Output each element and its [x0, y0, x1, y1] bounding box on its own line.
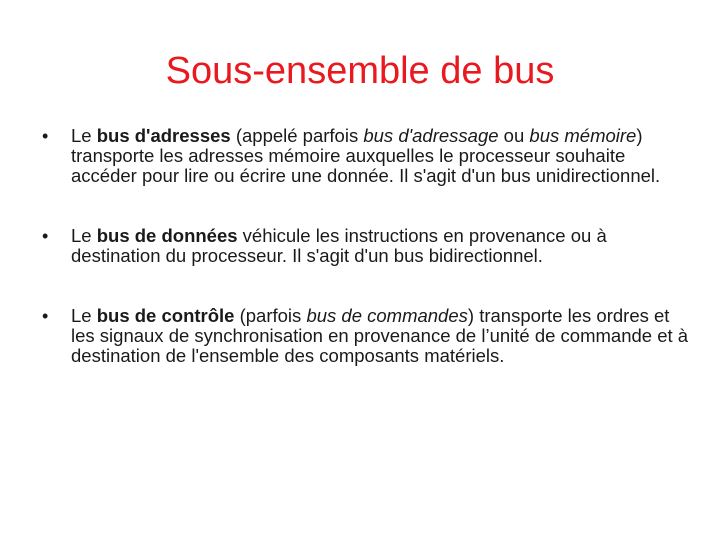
- bullet-text: (parfois: [234, 305, 307, 326]
- bullet-term-bold: bus de contrôle: [96, 305, 235, 326]
- bullet-text: Le: [71, 225, 97, 246]
- bullet-term-italic: bus de commandes: [306, 305, 468, 326]
- slide-title: Sous-ensemble de bus: [165, 50, 555, 92]
- bullet-dot-icon: •: [42, 226, 49, 246]
- bullet-item-data-bus: [36, 226, 696, 266]
- bullet-text: ) transporte les adresses mémoire auxquelles le processeur souhaite accéder pour lire ou écrire une donnée. Il s'agit d'un bus unidirectionnel.: [71, 125, 661, 186]
- bullet-term-italic: bus mémoire: [529, 125, 637, 146]
- bullet-dot-icon: •: [42, 306, 49, 326]
- bullet-term-bold: bus d'adresses: [96, 125, 231, 146]
- bullet-dot-icon: •: [42, 126, 49, 146]
- bullet-term-italic: bus d'adressage: [363, 125, 499, 146]
- bullet-text: véhicule les instructions en provenance ou à destination du processeur. Il s'agit d'un bus bidirectionnel.: [71, 225, 607, 266]
- bullet-text: Le: [71, 125, 97, 146]
- bullet-text: Le: [71, 305, 97, 326]
- bullet-item-address-bus: [36, 126, 696, 186]
- bullet-text: ) transporte les ordres et les signaux de synchronisation en provenance de l’unité de commande et à destination de l'ensemble des composants matériels.: [71, 305, 689, 366]
- bullet-item-control-bus: [36, 306, 696, 366]
- bullet-text: ou: [498, 125, 530, 146]
- bullet-list: [36, 126, 696, 366]
- bullet-term-bold: bus de données: [96, 225, 238, 246]
- bullet-text: (appelé parfois: [230, 125, 364, 146]
